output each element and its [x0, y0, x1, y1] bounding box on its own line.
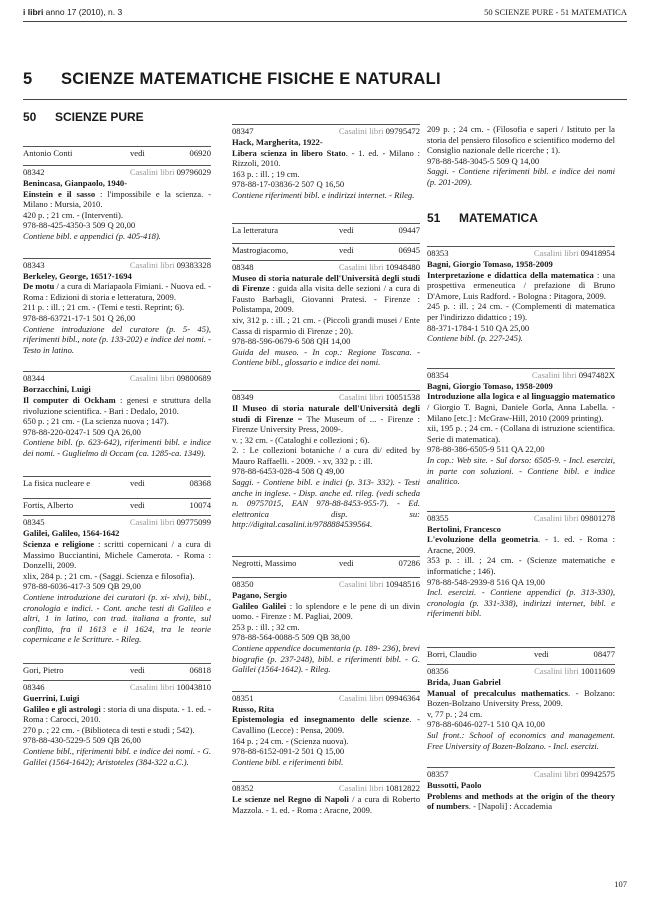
entry-isbn: 978-88-430-5229-5 509 QB 26,00 [23, 735, 141, 746]
entry-note: Incl. esercizi. - Contiene appendici (p. 313-330), cronologia (p. 331-338), indirizzi internet, bibl. e riferimenti bibl. [427, 587, 615, 619]
cl-prefix: Casalini libri [533, 248, 581, 258]
entry-title: Einstein e il sasso [23, 188, 96, 199]
entry-title: Museo di storia naturale dell'Università degli studi di Firenze [232, 272, 420, 294]
entry-note: Contiene bibl. (p. 227-245). [427, 333, 523, 344]
cl-prefix: Casalini libri [338, 391, 386, 402]
entry-publication: = The Museum of ... - Firenze : Firenze University Press, 2009-. [232, 413, 420, 435]
entry-note: Guida del museo. - In cop.: Regione Toscana. - Contiene bibl., glossario e indice dei nomi. [232, 346, 420, 368]
entry-note: Contiene bibl. (p. 623-642), riferimenti bibl. e indice dei nomi. - Guglielmo di Occam (ca. 1285-ca. 1349). [23, 437, 211, 458]
entry-note: Contiene bibl. e appendici (p. 405-418). [23, 230, 161, 241]
entry-publication: : guida alla visita delle sezioni / a cura di Fausto Barbagli, Giovanni Pratesi. - Firenze : Polistampa, 2009. [232, 283, 420, 315]
entry-08352-note: Saggi. - Contiene riferimenti bibl. e indice dei nomi (p. 201-209). [427, 166, 615, 187]
cl-prefix: Casalini libri [534, 666, 581, 677]
entry-isbn: 88-371-1784-1 510 QA 25,00 [427, 322, 530, 333]
see-reference [427, 647, 615, 660]
entry-physical: v. ; 32 cm. - (Cataloghi e collezioni ; 6). [232, 434, 370, 445]
entry-note: Saggi. - Contiene bibl. e indici (p. 313- 332). - Testi anche in inglese. - Disp. anche ed. rileg. (vedi scheda n. 09757015, EAN 978-88-8453-955-7). - Ed. elettronica disp. su: http://digital.casalini.it/9788884539564. [232, 477, 420, 530]
vedi-label: vedi [339, 558, 354, 569]
ref-code: 08477 [593, 649, 615, 660]
section-heading-51 [427, 211, 538, 225]
entry-author: Galilei, Galileo, 1564-1642 [23, 528, 120, 539]
see-reference [23, 498, 211, 511]
cl-number: 09942575 [580, 769, 615, 780]
casalini-code [534, 769, 615, 780]
chapter-title: SCIENZE MATEMATICHE FISICHE E NATURALI [61, 70, 441, 88]
entry-note: Contiene introduzione del curatore (p. 5- 45), riferimenti bibl., note (p. 133-202) e indice dei nomi. - Testo in latino. [23, 323, 211, 355]
entry-title: Epistemologia ed insegnamento delle scienze [232, 714, 410, 725]
casalini-code [534, 666, 615, 677]
entry-08346 [23, 680, 211, 767]
casalini-code [339, 783, 420, 794]
cl-number: 10948516 [385, 579, 420, 590]
entry-physical: xlix, 284 p. ; 21 cm. - (Saggi. Scienza e filosofia). [23, 570, 195, 581]
entry-title: Il Museo di storia naturale dell'Università degli studi di Firenze [232, 402, 420, 424]
entry-title: Scienza e religione [23, 539, 95, 550]
entry-08352-isbn: 978-88-548-3045-5 509 Q 14,00 [427, 155, 540, 166]
casalini-code [130, 682, 211, 693]
cl-prefix: Casalini libri [338, 126, 386, 136]
page-number: 107 [614, 879, 627, 889]
ref-name: Negrotti, Massimo [232, 558, 297, 569]
entry-title: L'evoluzione della geometria [427, 534, 539, 545]
entry-isbn: 978-88-548-2939-8 516 QA 19,00 [427, 576, 545, 587]
cl-number: 09418954 [580, 248, 615, 258]
vedi-label: vedi [130, 148, 145, 158]
entry-title: Le scienze nel Regno di Napoli [232, 794, 349, 805]
entry-title: Problems and methods at the origin of the theory of numbers [427, 790, 615, 812]
entry-author: Benincasa, Gianpaolo, 1940- [23, 178, 128, 188]
entry-08356 [427, 664, 615, 751]
entry-id: 08344 [23, 373, 45, 384]
entry-isbn: 978-88-564-0088-5 509 QB 38,00 [232, 632, 350, 643]
column-2 [232, 124, 420, 826]
section-number: 51 [427, 211, 441, 225]
entry-id: 08350 [232, 579, 254, 590]
entry-title: Il computer di Ockham [23, 394, 116, 405]
column-1 [23, 146, 211, 777]
casalini-code [339, 392, 420, 403]
entry-publication: / Giorgio T. Bagni, Daniele Gorla, Anna Labella. - Milano [etc.] : McGraw-Hill, 2010 (2009 printing). [427, 401, 615, 423]
entry-isbn: 978-88-220-0247-1 509 QA 26,00 [23, 426, 141, 437]
ref-code: 07286 [398, 558, 420, 569]
entry-author: Bussotti, Paolo [427, 780, 482, 791]
cl-number: 10011609 [580, 666, 615, 677]
cl-number: 09946364 [385, 692, 420, 703]
journal-issue [23, 7, 122, 17]
see-reference [23, 146, 211, 159]
entry-publication: . - 1. ed. - Roma : Aracne, 2009. [427, 534, 615, 555]
cl-number: 10051538 [385, 391, 420, 402]
entry-physical: 245 p. : ill. ; 24 cm. - (Complementi di matematica per l'indirizzo didattico ; 19). [427, 301, 615, 322]
cl-prefix: Casalini libri [338, 261, 386, 272]
entry-physical: 270 p. ; 22 cm. - (Biblioteca di testi e studi ; 542). [23, 724, 195, 735]
entry-id: 08357 [427, 769, 449, 780]
casalini-code [534, 248, 615, 259]
section-title: MATEMATICA [459, 211, 538, 225]
entry-title: Galileo e gli astrologi [23, 703, 101, 714]
entry-physical: 163 p. : ill. ; 19 cm. [232, 168, 300, 179]
running-header [23, 7, 627, 21]
casalini-code [339, 126, 420, 137]
entry-id: 08346 [23, 682, 45, 692]
entry-id: 08348 [232, 261, 254, 272]
entry-publication: : l'impossibile e la scienza. - Milano : Mursia, 2010. [23, 188, 212, 210]
ref-code: 09447 [398, 224, 420, 235]
entry-author: Bagni, Giorgio Tomaso, 1958-2009 [427, 259, 553, 269]
ref-code: 06818 [189, 665, 211, 675]
entry-publication: . - 1. ed. - Milano : Rizzoli, 2010. [232, 147, 420, 169]
cl-prefix: Casalini libri [129, 259, 177, 270]
casalini-code [130, 517, 211, 528]
entry-id: 08356 [427, 666, 449, 677]
entry-author: Guerrini, Luigi [23, 693, 80, 703]
entry-physical: 650 p. ; 21 cm. - (La scienza nuova ; 147). [23, 416, 169, 427]
entry-id: 08353 [427, 248, 449, 258]
vedi-label: vedi [339, 244, 354, 255]
entry-title: Libera scienza in libero Stato [232, 147, 346, 158]
cl-number: 09800689 [176, 373, 211, 384]
entry-publication: : storia di una disputa. - 1. ed. - Roma : Carocci, 2010. [23, 703, 211, 725]
entry-note: Contiene bibl., riferimenti bibl. e indice dei nomi. - G. Galilei (1564-1642); Aristoteles (384-322 a.C.). [23, 745, 211, 767]
entry-publication: / a cura di Roberto Mazzola. - 1. ed. - Roma : Aracne, 2009. [232, 794, 420, 815]
journal-name: i libri [23, 7, 44, 17]
see-reference [232, 243, 420, 256]
cl-number: 09383328 [176, 259, 211, 270]
cl-prefix: Casalini libri [531, 369, 579, 380]
entry-author: Bagni, Giorgio Tomaso, 1958-2009 [427, 380, 553, 391]
entry-08357 [427, 767, 615, 812]
see-reference [232, 223, 420, 236]
entry-isbn: 978-88-17-03836-2 507 Q 16,50 [232, 179, 345, 190]
entry-note: Contiene bibl. e riferimenti bibl. [232, 756, 344, 767]
casalini-code [534, 513, 615, 524]
cl-number: 09795472 [385, 126, 420, 136]
cl-prefix: Casalini libri [129, 517, 177, 528]
entry-08344 [23, 371, 211, 458]
entry-08352-physical: 209 p. ; 24 cm. - (Filosofia e saperi / Istituto per la storia del pensiero filosofico e scientifico moderno del Consiglio nazionale delle ricerche ; 1). [427, 124, 615, 156]
cl-prefix: Casalini libri [533, 512, 581, 523]
casalini-code [339, 579, 420, 590]
entry-author: Brida, Juan Gabriel [427, 677, 501, 688]
entry-physical: 253 p. : ill. ; 32 cm. [232, 621, 300, 632]
entry-id: 08354 [427, 369, 449, 380]
cl-number: 09801278 [580, 512, 615, 523]
entry-note: In cop.: Web site. - Sul dorso: 6505-9. - Incl. esercizi, in parte con soluzioni. - Contiene bibl. e indice analitico. [427, 454, 615, 487]
section-number: 50 [23, 110, 37, 124]
casalini-code [532, 370, 615, 381]
ref-code: 08368 [189, 478, 211, 489]
entry-physical: 164 p. ; 24 cm. - (Scienza nuova). [232, 735, 349, 746]
entry-08353 [427, 246, 615, 344]
casalini-code [130, 167, 211, 178]
cl-prefix: Casalini libri [338, 692, 386, 703]
entry-08354 [427, 368, 615, 487]
ref-code: 06945 [398, 244, 420, 255]
entry-08345 [23, 515, 211, 645]
entry-id: 08349 [232, 391, 254, 402]
entry-08350 [232, 577, 420, 675]
ref-code: 10074 [189, 500, 211, 511]
entry-publication: : lo splendore e le pene di un divin uomo. - Firenze : M. Pagliai, 2009. [232, 600, 420, 622]
vedi-label: vedi [339, 224, 354, 235]
see-reference [232, 556, 420, 569]
entry-publication: : scritti copernicani / a cura di Massimo Bucciantini, Michele Camerota. - Roma : Donzelli, 2009. [23, 539, 211, 571]
entry-physical: 353 p. : ill. ; 24 cm. - (Scienze matematiche e informatiche ; 146). [427, 555, 615, 577]
entry-author: Russo, Rita [232, 703, 275, 714]
cl-prefix: Casalini libri [533, 769, 581, 780]
section-running-title: 50 SCIENZE PURE - 51 MATEMATICA [484, 7, 627, 17]
cl-number: 09796029 [176, 167, 211, 177]
entry-isbn: 978-88-6152-091-2 501 Q 15,00 [232, 746, 345, 757]
chapter-number: 5 [23, 70, 33, 88]
entry-08348 [232, 260, 420, 368]
entry-isbn: 978-88-425-4350-3 509 Q 20,00 [23, 220, 136, 231]
entry-08347 [232, 124, 420, 201]
casalini-code [130, 373, 211, 384]
column-3 [427, 124, 615, 188]
entry-author: Hack, Margherita, 1922- [232, 137, 323, 147]
entry-08351 [232, 691, 420, 768]
entry-id: 08347 [232, 126, 254, 136]
entry-08343 [23, 258, 211, 356]
see-reference [23, 476, 211, 489]
entry-isbn: 978-88-6046-027-1 510 QA 10,00 [427, 719, 545, 730]
entry-isbn: 978-88-63721-17-1 501 Q 26,00 [23, 312, 136, 323]
entry-note: Sul front.: School of economics and management. Free University of Bozen-Bolzano. - Incl. esercizi. [427, 730, 615, 751]
cl-prefix: Casalini libri [129, 167, 177, 177]
ref-name: Mastrogiacomo, [232, 244, 289, 255]
entry-author: Borzacchini, Luigi [23, 384, 91, 395]
entry-08352 [232, 781, 420, 815]
entry-physical: xii, 195 p. ; 24 cm. - (Collana di istruzione scientifica. Serie di matematica). [427, 423, 615, 444]
cl-prefix: Casalini libri [338, 579, 386, 590]
ref-name: Gori, Pietro [23, 665, 64, 675]
casalini-code [339, 262, 420, 273]
ref-code: 06920 [189, 148, 211, 158]
section-heading-50 [23, 110, 144, 124]
vedi-label: vedi [130, 478, 145, 489]
section-title: SCIENZE PURE [55, 110, 144, 124]
entry-title: Interpretazione e didattica della matematica [427, 269, 594, 280]
issue-info: anno 17 (2010), n. 3 [43, 7, 123, 17]
vedi-label: vedi [534, 649, 549, 660]
entry-physical: 420 p. ; 21 cm. - (Interventi). [23, 209, 123, 220]
entry-isbn: 978-88-6036-417-3 509 QB 29,00 [23, 581, 141, 592]
entry-id: 08351 [232, 692, 254, 703]
entry-isbn: 978-88-6453-028-4 508 Q 49,00 [232, 466, 345, 477]
cl-number: 0947482X [578, 369, 615, 380]
entry-physical: 211 p. : ill. ; 21 cm. - (Temi e testi. Reprint; 6). [23, 302, 185, 313]
entry-id: 08345 [23, 517, 45, 528]
ref-name: Fortis, Alberto [23, 500, 74, 511]
cl-number: 10948480 [385, 261, 420, 272]
ref-name: Borri, Claudio [427, 649, 477, 660]
entry-08342 [23, 165, 211, 242]
entry-volume: 2. : Le collezioni botaniche / a cura di/ edited by Mauro Raffaelli. - 2009. - xv, 332 p. : ill. [232, 445, 420, 466]
cl-prefix: Casalini libri [129, 373, 177, 384]
entry-id: 08343 [23, 259, 45, 270]
entry-note: Contiene appendice documentaria (p. 189- 236), brevi biografie (p. 237-248), bibl. e riferimenti bibl. - G. Galilei (1564-1642). - Rileg. [232, 643, 420, 675]
entry-publication: : una prospettiva ermeneutica / prefazione di Bruno D'Amore, Luis Radford. - Bologna : Pitagora, 2009. [427, 269, 616, 301]
entry-author: Bertolini, Francesco [427, 523, 501, 534]
entry-08355 [427, 511, 615, 619]
cl-number: 10812822 [385, 783, 420, 794]
ref-name: La letteratura [232, 224, 279, 235]
entry-isbn: 978-88-386-6505-9 511 QA 22,00 [427, 444, 545, 455]
entry-author: Berkeley, George, 1651?-1694 [23, 270, 132, 281]
entry-physical: v, 77 p. ; 24 cm. [427, 708, 483, 719]
entry-publication: / a cura di Mariapaola Fimiani. - Nuova ed. - Roma : Edizioni di storia e letteratura, 2009. [23, 281, 211, 302]
column-3-cont [427, 246, 615, 822]
entry-publication: : genesi e struttura della rivoluzione scientifica. - Bari : Dedalo, 2010. [23, 394, 211, 416]
ref-name: La fisica nucleare e [23, 478, 91, 489]
cl-prefix: Casalini libri [338, 783, 386, 794]
entry-08349 [232, 390, 420, 530]
entry-isbn: 978-88-596-0679-6 508 QH 14,00 [232, 336, 351, 347]
entry-note: Contiene introduzione dei curatori (p. xi- xlvi), bibl., cronologia e indici. - Cont. anche testi di Galileo e altri, 1 in latino, con trad. italiana a fronte, sul conflitto, fra il 1613 e il 1624, tra le teorie copernicane e le Scritture. - Rileg. [23, 592, 211, 645]
entry-publication: . - Cavallino (Lecce) : Pensa, 2009. [232, 714, 420, 735]
vedi-label: vedi [130, 500, 145, 511]
entry-id: 08352 [232, 783, 254, 794]
entry-id: 08355 [427, 512, 449, 523]
entry-note: Contiene riferimenti bibl. e indirizzi internet. - Rileg. [232, 189, 415, 200]
header-rule [23, 21, 627, 22]
entry-title: Manual of precalculus mathematics [427, 687, 568, 698]
cl-prefix: Casalini libri [129, 682, 177, 692]
entry-physical: xiv, 312 p. : ill. ; 21 cm. - (Piccoli grandi musei / Ente Cassa di risparmio di Firenze ; 20). [232, 314, 420, 336]
entry-title: De motu [23, 281, 55, 292]
cl-number: 10043810 [176, 682, 211, 692]
entry-title: Introduzione alla logica e al linguaggio matematico [427, 391, 615, 402]
entry-author: Pagano, Sergio [232, 590, 287, 601]
cl-number: 09775099 [176, 517, 211, 528]
vedi-label: vedi [130, 665, 145, 675]
see-reference [23, 663, 211, 676]
chapter-heading [23, 70, 441, 89]
entry-title: Galileo Galilei [232, 600, 287, 611]
ref-name: Antonio Conti [23, 148, 73, 158]
chapter-rule [23, 99, 627, 100]
casalini-code [130, 260, 211, 271]
entry-publication: . - [Napoli] : Accademia [468, 801, 553, 812]
entry-publication: . - Bolzano: Bozen-Bolzano University Press, 2009. [427, 687, 615, 709]
entry-id: 08342 [23, 167, 45, 177]
casalini-code [339, 693, 420, 704]
